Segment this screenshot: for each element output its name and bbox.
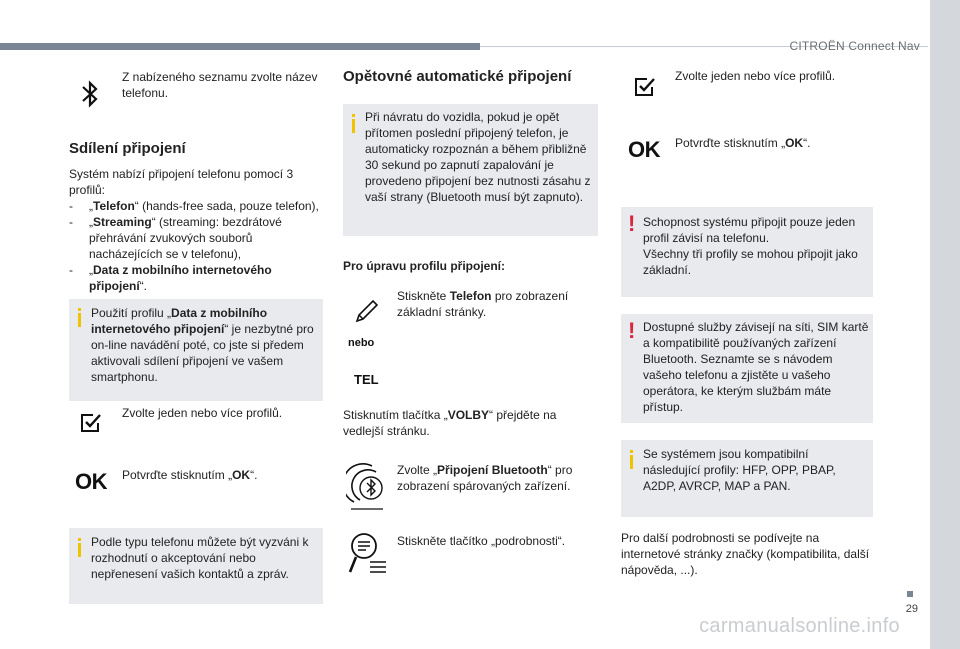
bt-bold: Připojení Bluetooth [437, 463, 548, 477]
checkbox-icon [80, 413, 102, 433]
info-rest: “ je nezbytné pro on-line navádění poté, co jste si předem aktivovali sdílení připojení ve vašem smartphonu. [91, 322, 314, 384]
section-title-sharing: Sdílení připojení [69, 140, 186, 157]
volby-pre: Stisknutím tlačítka „ [343, 408, 448, 422]
list-item [69, 214, 324, 262]
confirm-post: “. [250, 468, 258, 482]
info-pre: Použití profilu „ [91, 306, 172, 320]
warning-text: Schopnost systému připojit pouze jeden profil závisí na telefonu. Všechny tři profily se mohou připojit jako základní. [643, 215, 858, 277]
tel-button-icon: TEL [354, 372, 379, 387]
details-text: Stiskněte tlačítko „podrobnosti“. [397, 534, 566, 548]
watermark: carmanualsonline.info [699, 615, 900, 637]
sharing-intro: Systém nabízí připojení telefonu pomocí 3 profilů: [69, 167, 294, 197]
info-icon [630, 450, 633, 470]
brand-label: CITROËN Connect Nav [789, 39, 920, 53]
warning-box-services [621, 314, 873, 423]
info-text: Při návratu do vozidla, pokud je opět přítomen poslední připojený telefon, je automaticky rozpoznán a během přibližně 30 sekund po zapnutí zapalování je provedeno připojení bez nutnosti zásahu z vaší strany (Bluetooth musí být zapnuto). [365, 110, 591, 204]
press-bold: Telefon [449, 289, 492, 303]
section-title-reconnect: Opětovné automatické připojení [343, 68, 572, 85]
list-quote: „ [89, 199, 93, 213]
details-magnifier-icon [346, 530, 388, 578]
checkbox-icon [634, 77, 656, 97]
info-box-reconnect [343, 104, 598, 236]
list-dash: - [69, 199, 73, 213]
profile-list [69, 198, 324, 294]
confirm-pre: Potvrďte stisknutím „ [122, 468, 233, 482]
list-dash: - [69, 215, 73, 229]
info-text: Se systémem jsou kompatibilní následující profily: HFP, OPP, PBAP, A2DP, AVRCP, MAP a PAN. [643, 447, 836, 493]
header-accent-bar [0, 43, 480, 50]
page-side-strip [930, 0, 960, 649]
list-dash: - [69, 263, 73, 277]
page-number: 29 [905, 603, 918, 615]
volby-text [343, 407, 593, 439]
info-icon [78, 308, 81, 328]
confirm-pre: Potvrďte stisknutím „ [675, 136, 786, 150]
press-phone-text [397, 288, 592, 320]
ok-icon: OK [628, 137, 660, 162]
info-box-data-profile [69, 299, 323, 401]
confirm-text [675, 135, 875, 151]
confirm-post: “. [803, 136, 811, 150]
info-icon [352, 114, 355, 134]
more-info-text: Pro další podrobnosti se podívejte na internetové stránky značky (kompatibilita, další nápověda, ...). [621, 531, 870, 577]
bt-rest: “ pro zobrazení spárovaných zařízení. [397, 463, 573, 493]
list-bold: Telefon [93, 199, 135, 213]
info-text [91, 305, 319, 385]
bt-pre: Zvolte „ [397, 463, 438, 477]
sharing-paragraph [69, 166, 324, 294]
warning-icon: ! [628, 318, 636, 343]
confirm-text [122, 467, 322, 483]
bluetooth-icon [80, 78, 100, 110]
edit-profile-heading: Pro úpravu profilu připojení: [343, 259, 505, 273]
list-item [69, 262, 324, 294]
bluetooth-connection-text [397, 462, 592, 494]
info-bold: Data z mobilního internetového připojení [91, 306, 268, 336]
info-text: Podle typu telefonu můžete být vyzváni k rozhodnutí o akceptování nebo nepřenesení vašich kontaktů a zpráv. [91, 535, 309, 581]
list-quote: „ [89, 263, 93, 277]
list-quote: „ [89, 215, 93, 229]
list-rest: “ (streaming: bezdrátové přehrávání zvukových souborů nacházejících se v telefonu), [89, 215, 282, 261]
press-pre: Stiskněte [397, 289, 450, 303]
warning-icon: ! [628, 211, 636, 236]
list-rest: “ (hands-free sada, pouze telefon), [134, 199, 319, 213]
list-bold: Streaming [93, 215, 152, 229]
or-label: nebo [348, 337, 375, 349]
info-box-contacts [69, 528, 323, 604]
press-rest: pro zobrazení základní stránky. [397, 289, 569, 319]
list-bold: Data z mobilního internetového připojení [89, 263, 272, 293]
warning-box-profiles [621, 207, 873, 297]
volby-rest: “ přejděte na vedlejší stránku. [343, 408, 557, 438]
confirm-bold: OK [232, 468, 251, 482]
intro-text: Z nabízeného seznamu zvolte název telefonu. [122, 70, 318, 100]
info-box-compatible-profiles [621, 440, 873, 517]
pencil-icon [354, 298, 380, 324]
warning-text: Dostupné služby závisejí na síti, SIM kartě a kompatibilitě používaných zařízení Bluetooth. Seznamte se s návodem vašeho telefonu a zjistěte u vašeho operátora, ke kterým službám máte přístup. [643, 320, 869, 414]
info-icon [78, 538, 81, 558]
list-item [69, 198, 324, 214]
list-rest: “. [139, 279, 148, 293]
ok-icon: OK [75, 469, 107, 494]
select-profiles-text: Zvolte jeden nebo více profilů. [122, 406, 283, 420]
page-marker [907, 591, 913, 597]
confirm-bold: OK [785, 136, 804, 150]
bluetooth-settings-icon [346, 462, 388, 512]
select-profiles-text: Zvolte jeden nebo více profilů. [675, 69, 836, 83]
volby-bold: VOLBY [447, 408, 490, 422]
